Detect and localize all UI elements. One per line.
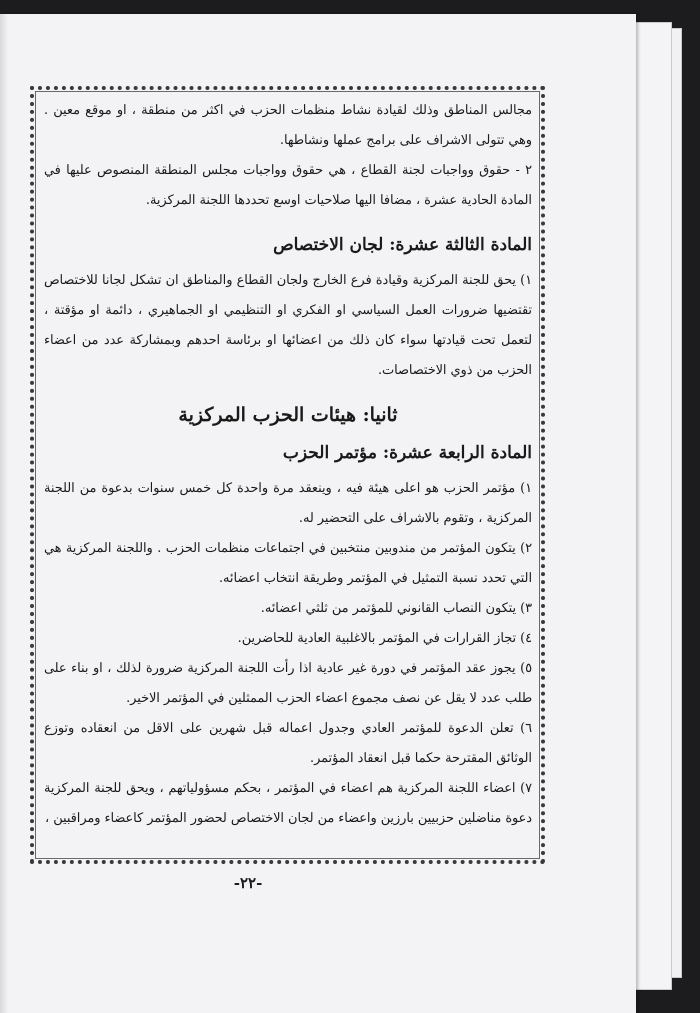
paragraph: ٣) يتكون النصاب القانوني للمؤتمر من ثلثي اعضائه.	[260, 601, 532, 616]
paragraph: ٢) يتكون المؤتمر من مندوبين منتخبين في اجتماعات منظمات الحزب . واللجنة المركزية هي التي تحدد نسبة التمثيل في المؤتمر وطريقة انتخاب اعضائه.	[44, 541, 532, 586]
article-heading: المادة الرابعة عشرة: مؤتمر الحزب	[282, 443, 532, 463]
paragraph: ٥) يجوز عقد المؤتمر في دورة غير عادية اذا رأت اللجنة المركزية ضرورة لذلك ، او بناء على طلب عدد لا يقل عن نصف مجموع اعضاء الحزب الممثلين في المؤتمر الاخير.	[44, 661, 532, 706]
paragraph: ١) مؤتمر الحزب هو اعلى هيئة فيه ، وينعقد مرة واحدة كل خمس سنوات بدعوة من اللجنة المركزية ، وتقوم بالاشراف على التحضير له.	[44, 481, 532, 526]
paragraph: ٦) تعلن الدعوة للمؤتمر العادي وجدول اعماله قبل شهرين على الاقل من انعقاده وتوزع الوثائق المقترحة حكما قبل انعقاد المؤتمر.	[44, 721, 532, 766]
page-number: -٢٢-	[233, 874, 263, 892]
paragraph: ٤) تجاز القرارات في المؤتمر بالاغلبية العادية للحاضرين.	[237, 631, 532, 646]
paragraph: مجالس المناطق وذلك لقيادة نشاط منظمات الحزب في اكثر من منطقة ، او موقع معين . وهي تتولى الاشراف على برامج عملها ونشاطها.	[44, 103, 532, 148]
section-heading: ثانيا: هيئات الحزب المركزية	[178, 404, 398, 426]
paragraph: ٧) اعضاء اللجنة المركزية هم اعضاء في المؤتمر ، بحكم مسؤولياتهم ، ويحق للجنة المركزية دعوة مناضلين حزبيين بارزين واعضاء من لجان الاختصاص لحضور المؤتمر كاعضاء ومراقبين ،	[44, 781, 532, 826]
article-heading: المادة الثالثة عشرة: لجان الاختصاص	[273, 235, 532, 255]
document-body	[44, 96, 532, 856]
page-spine-shadow	[0, 14, 8, 1013]
paragraph: ٢ - حقوق وواجبات لجنة القطاع ، هي حقوق وواجبات مجلس المنطقة المنصوص عليها في المادة الحادية عشرة ، مضافا اليها صلاحيات اوسع تحددها اللجنة المركزية.	[44, 163, 532, 208]
paragraph: ١) يحق للجنة المركزية وقيادة فرع الخارج ولجان القطاع والمناطق ان تشكل لجانا للاختصاص تقتضيها ضرورات العمل السياسي او الفكري او التنظيمي او الجماهيري ، دائمة او مؤقتة ، لتعمل تحت قيادتها سواء كان ذلك من اعضائها او برئاسة احدهم وبمشاركة عدد من اعضاء الحزب من ذوي الاختصاصات.	[44, 273, 532, 378]
